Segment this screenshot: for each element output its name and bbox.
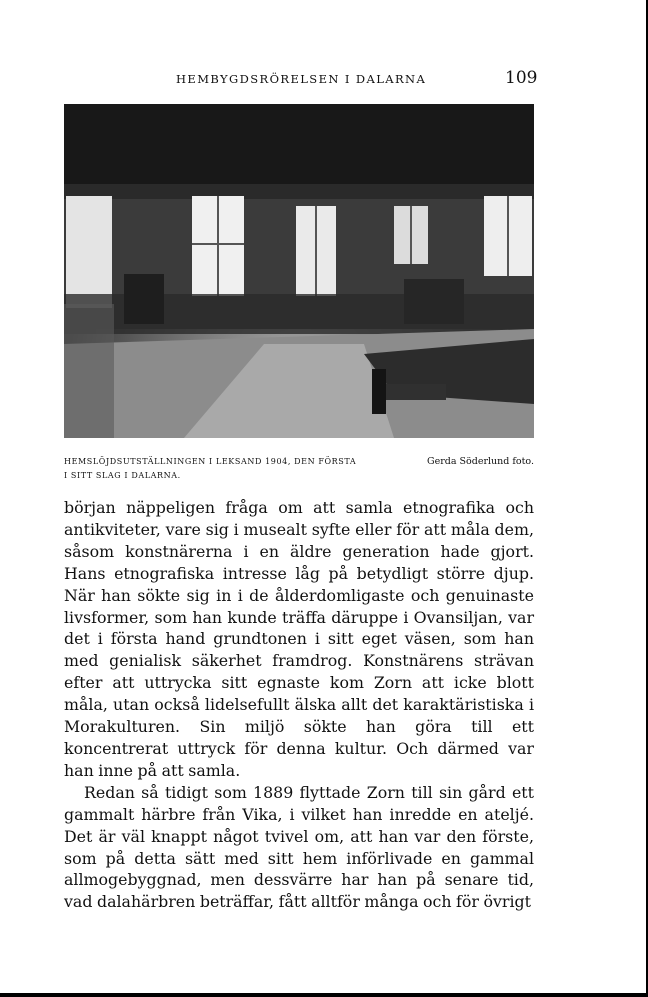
caption-text bbox=[64, 455, 404, 483]
body-text bbox=[64, 497, 534, 913]
photo-table bbox=[404, 279, 464, 324]
page-edge-bottom bbox=[0, 993, 648, 997]
paragraph-1: början näppeligen fråga om att samla etnografika och antikviteter, vare sig i musealt syfte eller för att måla dem, såsom konstnärerna i en äldre generation hade gjort. Hans etnografiska intresse låg på betydligt större djup. När han sökte sig in i de ålderdomligaste och genuinaste livsformer, som han kunde träffa däruppe i Ovansiljan, var det i första hand grundtonen i sitt eget väsen, som han med genialisk säkerhet framdrog. Konstnärens strävan efter att uttrycka sitt egnaste kom Zorn att icke blott måla, utan också lidelsefullt älska allt det karaktäristiska i Morakulturen. Sin miljö sökte han göra till ett koncentrerat uttryck för denna kultur. Och därmed var han inne på att samla. bbox=[64, 498, 534, 780]
caption-line-1: HEMSLÖJDSUTSTÄLLNINGEN I LEKSAND 1904, DEN FÖRSTA bbox=[64, 457, 357, 466]
photo-bench-leg bbox=[372, 369, 386, 414]
running-title: HEMBYGDSRÖRELSEN I DALARNA bbox=[176, 72, 427, 86]
photo-credit: Gerda Söderlund foto. bbox=[427, 456, 534, 467]
photo-ceiling bbox=[64, 104, 534, 184]
page-number: 109 bbox=[505, 68, 538, 88]
exhibition-photo bbox=[64, 104, 534, 438]
paragraph-2: Redan så tidigt som 1889 flyttade Zorn till sin gård ett gammalt härbre från Vika, i vilket han inredde en ateljé. Det är väl knappt något tvivel om, att han var den förste, som på detta sätt med sitt hem införlivade en gammal allmogebyggnad, men dessvärre har han på senare tid, vad dalahärbren beträffar, fått alltför många och för övrigt bbox=[64, 782, 534, 912]
exhibition-photo-drawing bbox=[64, 104, 534, 438]
photo-window-1 bbox=[66, 196, 112, 308]
photo-bench-seat bbox=[386, 384, 446, 400]
caption-line-2: I SITT SLAG I DALARNA. bbox=[64, 471, 181, 480]
photo-cabinet bbox=[124, 274, 164, 324]
photo-left-shadow bbox=[64, 304, 114, 438]
